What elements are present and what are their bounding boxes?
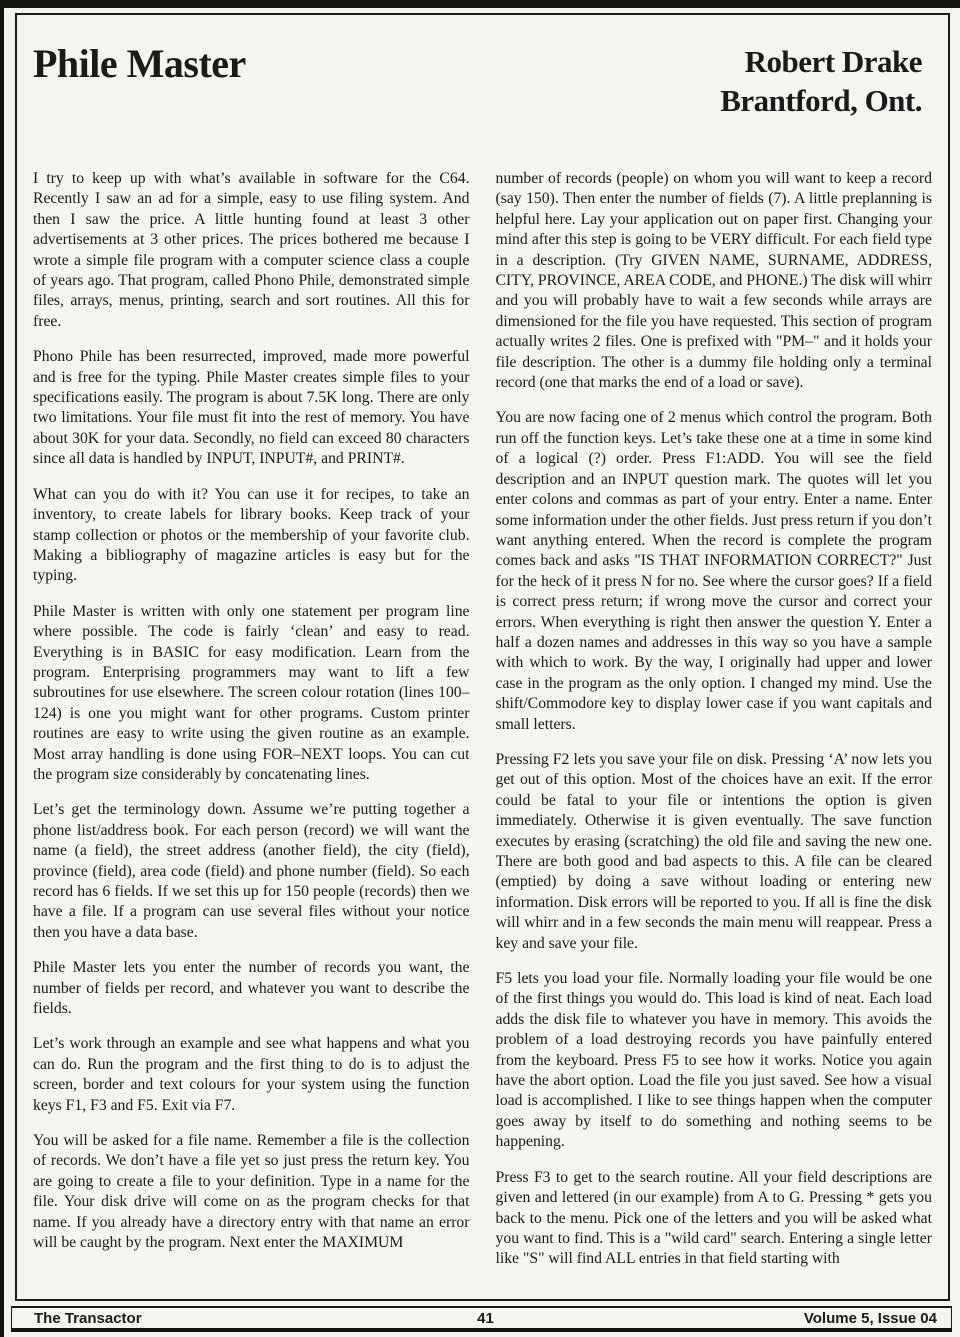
author-block: [720, 43, 922, 121]
article-frame: [15, 13, 950, 1301]
article-paragraph: Let’s get the terminology down. Assume we’re putting together a phone list/address book. For each person (record) we will want the name (a field), the street address (another field), the city (field), province (field), area code (field) and phone number (field). So each record has 6 fields. If we set this up for 150 people (records) then we have a file. If a program can use several files without your notice then you have a data base.: [33, 801, 470, 941]
article-title: Phile Master: [33, 41, 246, 86]
article-paragraph: I try to keep up with what’s available in software for the C64. Recently I saw an ad for a simple, easy to use filing system. And then I saw the price. A little hunting found at least 3 other advertisements at 3 other prices. The prices bothered me because I wrote a simple file program with a computer science class a couple of years ago. That program, called Phono Phile, demonstrated simple files, arrays, menus, printing, search and sort routines. All this for free.: [33, 170, 470, 330]
article-header: [17, 15, 948, 165]
author-location: Brantford, Ont.: [720, 82, 922, 118]
right-column: [496, 169, 933, 1294]
footer-issue: Volume 5, Issue 04: [803, 1309, 937, 1327]
article-paragraph: You are now facing one of 2 menus which control the program. Both run off the function keys. Let’s take these one at a time in some kind of a logical (?) order. Press F1:ADD. You will see the field description and an INPUT question mark. The quotes will let you enter colons and commas as part of your entry. Enter a name. Enter some information under the other fields. Just press return if you don’t want anything entered. When the record is complete the program comes back and asks "IS THAT INFORMATION CORRECT?" Just for the heck of it press N for no. See where the cursor goes? If a field is correct press return; if wrong move the cursor and correct your errors. When everything is right then answer the question Y. Enter a half a dozen names and addresses in this way so you have a sample with which to work. By the way, I originally had upper and lower case in the program as the only option. I changed my mind. Use the shift/Commodore key to display lower case if you want capitals and small letters.: [495, 409, 932, 733]
article-body: [17, 165, 948, 1294]
footer-magazine-title: The Transactor: [34, 1309, 142, 1327]
page-left-rule: [0, 0, 4, 1337]
article-paragraph: Phile Master is written with only one statement per program line where possible. The code is fairly ‘clean’ and easy to read. Everything is in BASIC for easy modification. Learn from the program. Enterprising programmers may want to lift a few subroutines for use elsewhere. The screen colour rotation (lines 100–124) is one you might want for other programs. Custom printer routines are easy to write using the given routine as an example. Most array handling is done using FOR–NEXT loops. You can cut the program size considerably by concatenating lines.: [33, 602, 470, 783]
article-paragraph: What can you do with it? You can use it for recipes, to take an inventory, to create labels for library books. Keep track of your stamp collection or photos or the membership of your favorite club. Making a bibliography of magazine articles is easy but for the typing.: [33, 485, 470, 585]
article-paragraph: F5 lets you load your file. Normally loading your file would be one of the first things you would do. This load is kind of neat. Each load adds the disk file to whatever you have in memory. This avoids the problem of a load destroying records you have painfully entered from the keyboard. Press F5 to see how it works. Notice you again have the abort option. Load the file you just saved. See how a visual load is accomplished. I like to see things happen when the computer goes away by itself to do something and nothing seems to be happening.: [495, 970, 932, 1151]
author-name: Robert Drake: [744, 44, 922, 79]
article-paragraph: Press F3 to get to the search routine. All your field descriptions are given and lettered (in our example) from A to G. Pressing * gets you back to the menu. Pick one of the letters and you will be asked what you want to find. This is a "wild card" search. Entering a single letter like "S" will find ALL entries in that field starting with: [495, 1168, 932, 1268]
left-column: [33, 169, 470, 1294]
article-paragraph: Phono Phile has been resurrected, improved, made more powerful and is free for the typing. Phile Master creates simple files to your specifications easily. The program is about 7.5K long. There are only two limitations. Your file must fit into the rest of memory. You have about 30K for your data. Secondly, no field can exceed 80 characters since all data is handled by INPUT, INPUT#, and PRINT#.: [33, 348, 470, 468]
article-paragraph: You will be asked for a file name. Remember a file is the collection of records. We don’t have a file yet so just press the return key. You are going to create a file to your definition. Type in a name for the file. Your disk drive will come on as the program checks for that name. If you already have a directory entry with that name an error will be caught by the program. Next enter the MAXIMUM: [33, 1132, 470, 1252]
article-paragraph: Let’s work through an example and see what happens and what you can do. Run the program and the first thing to do is to adjust the screen, border and text colours for your system using the function keys F1, F3 and F5. Exit via F7.: [33, 1035, 470, 1114]
article-paragraph: number of records (people) on whom you will want to keep a record (say 150). Then enter the number of fields (7). A little preplanning is helpful here. Lay your application out on paper first. Changing your mind after this step is going to be VERY difficult. For each field type in a description. (Try GIVEN NAME, SURNAME, ADDRESS, CITY, PROVINCE, AREA CODE, and PHONE.) The disk will whirr and you will probably have to wait a few seconds while arrays are dimensioned for the file you have requested. This section of program actually writes 2 files. One is prefixed with "PM–" and it holds your file description. The other is a dummy file holding only a terminal record (one that marks the end of a load or save).: [495, 170, 932, 392]
page-top-rule: [0, 0, 960, 8]
page-footer: [11, 1306, 952, 1332]
footer-page-number: 41: [477, 1309, 494, 1327]
article-paragraph: Phile Master lets you enter the number of records you want, the number of fields per record, and whatever you want to describe the fields.: [33, 959, 470, 1018]
article-paragraph: Pressing F2 lets you save your file on disk. Pressing ‘A’ now lets you get out of this option. Most of the choices have an exit. If the error could be fatal to your file or intentions the option is given immediately. Otherwise it is given eventually. The save function executes by erasing (scratching) the old file and saving the new one. There are both good and bad aspects to this. A file can be cleared (emptied) by doing a save without loading or entering new information. Disk errors will be reported to you. If all is fine the disk will whirr and in a few seconds the main menu will reappear. Press a key and save your file.: [495, 750, 932, 952]
